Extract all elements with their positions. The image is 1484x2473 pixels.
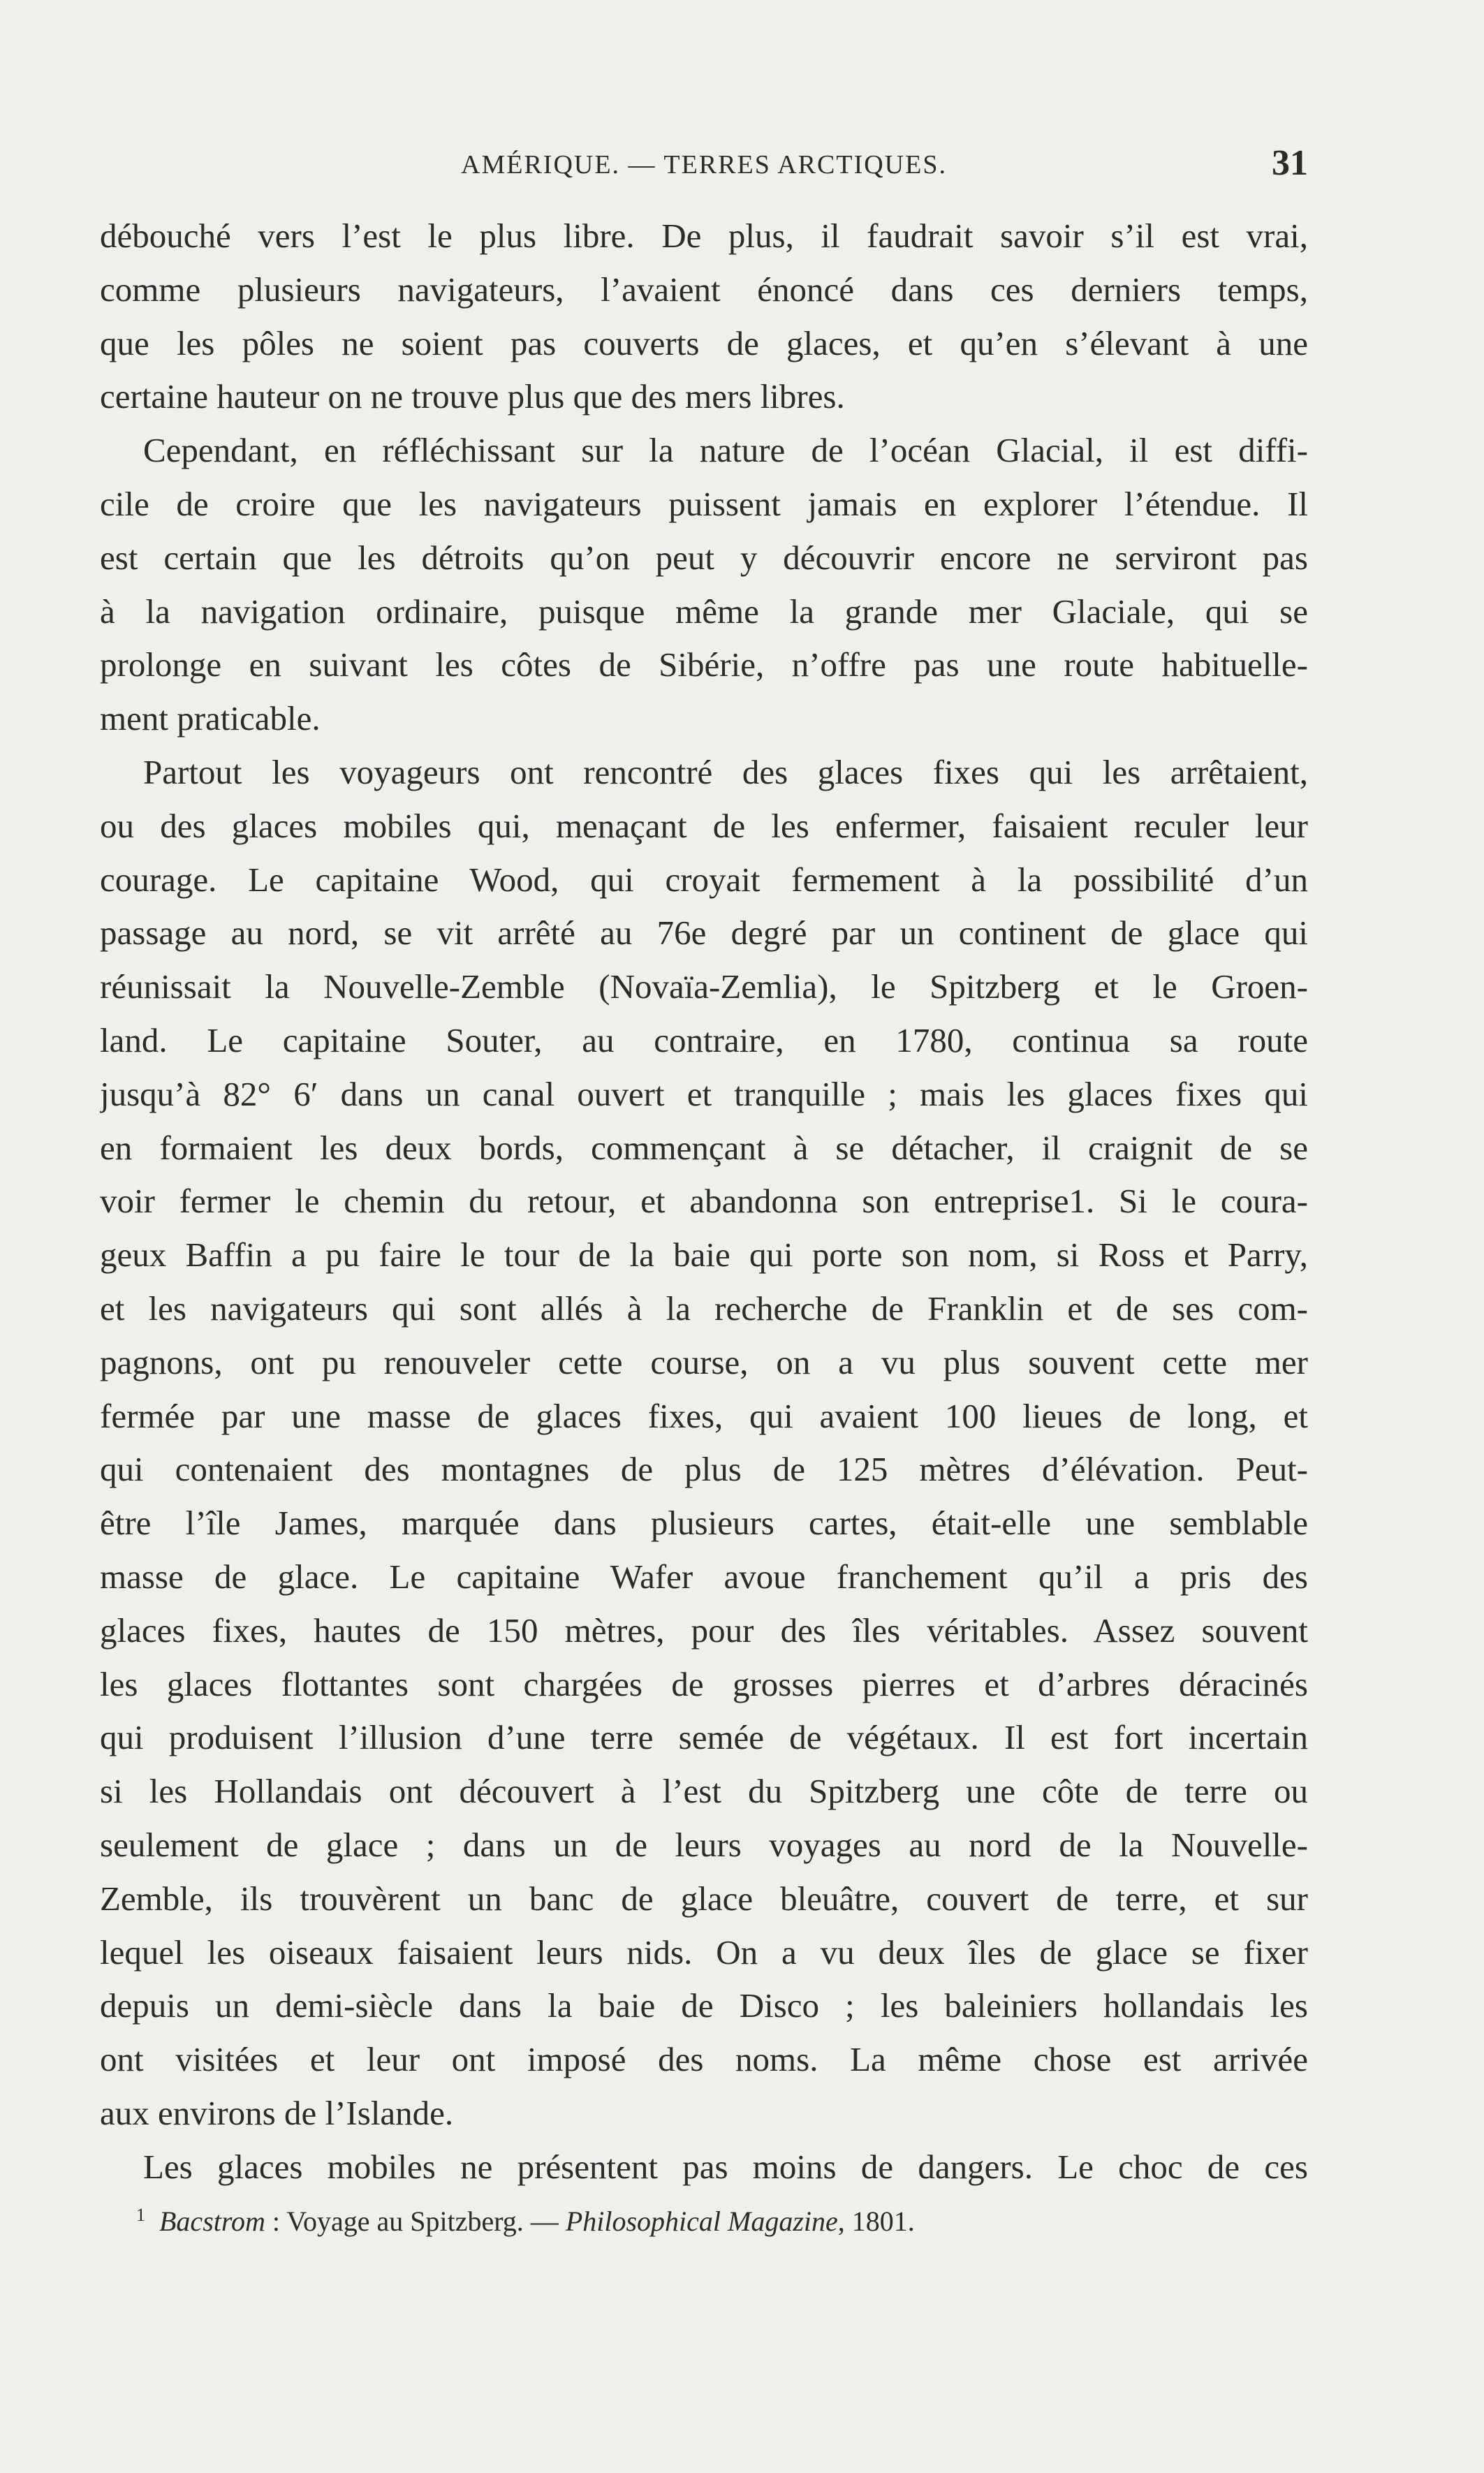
text-line: si les Hollandais ont découvert à l’est du Spitzberg une côte de terre ou bbox=[100, 1772, 1308, 1811]
text-line: Partout les voyageurs ont rencontré des glaces fixes qui les arrêtaient, bbox=[143, 752, 1308, 791]
text-line: prolonge en suivant les côtes de Sibérie, n’offre pas une route habituelle- bbox=[100, 645, 1308, 684]
text-line: land. Le capitaine Souter, au contraire, en 1780, continua sa route bbox=[100, 1020, 1308, 1059]
text-line: les glaces flottantes sont chargées de grosses pierres et d’arbres déracinés bbox=[100, 1664, 1308, 1703]
footnote-journal: Philosophical Magazine bbox=[565, 2206, 838, 2237]
text-line: depuis un demi-siècle dans la baie de Disco ; les baleiniers hollandais les bbox=[100, 1986, 1308, 2025]
text-line: geux Baffin a pu faire le tour de la baie qui porte son nom, si Ross et Parry, bbox=[100, 1235, 1308, 1275]
footnote bbox=[100, 2194, 1308, 2243]
footnote-author: Bacstrom bbox=[159, 2206, 265, 2237]
text-line: qui contenaient des montagnes de plus de 125 mètres d’élévation. Peut- bbox=[100, 1450, 1308, 1489]
running-head bbox=[100, 142, 1308, 191]
text-line: masse de glace. Le capitaine Wafer avoue franchement qu’il a pris des bbox=[100, 1557, 1308, 1596]
running-title: AMÉRIQUE. — TERRES ARCTIQUES. bbox=[461, 150, 947, 179]
text-line: ment praticable. bbox=[100, 699, 321, 738]
text-line: jusqu’à 82° 6′ dans un canal ouvert et tranquille ; mais les glaces fixes qui bbox=[100, 1074, 1308, 1113]
text-line: est certain que les détroits qu’on peut y découvrir encore ne serviront pas bbox=[100, 538, 1308, 577]
text-line: glaces fixes, hautes de 150 mètres, pour des îles véritables. Assez souvent bbox=[100, 1610, 1308, 1650]
text-line: pagnons, ont pu renouveler cette course, on a vu plus souvent cette mer bbox=[100, 1342, 1308, 1381]
text-line: voir fermer le chemin du retour, et abandonna son entreprise1. Si le coura- bbox=[100, 1182, 1308, 1221]
text-line: passage au nord, se vit arrêté au 76e degré par un continent de glace qui bbox=[100, 913, 1308, 953]
text-line: lequel les oiseaux faisaient leurs nids. On a vu deux îles de glace se fixer bbox=[100, 1932, 1308, 1972]
text-line: être l’île James, marquée dans plusieurs cartes, était-elle une semblable bbox=[100, 1504, 1308, 1543]
text-line: Zemble, ils trouvèrent un banc de glace bleuâtre, couvert de terre, et sur bbox=[100, 1879, 1308, 1918]
text-line: et les navigateurs qui sont allés à la recherche de Franklin et de ses com- bbox=[100, 1289, 1308, 1328]
footnote-marker: 1 bbox=[136, 2205, 145, 2225]
text-line: certaine hauteur on ne trouve plus que des mers libres. bbox=[100, 377, 845, 416]
text-line: comme plusieurs navigateurs, l’avaient énoncé dans ces derniers temps, bbox=[100, 270, 1308, 309]
text-line: en formaient les deux bords, commençant à se détacher, il craignit de se bbox=[100, 1128, 1308, 1167]
text-line: fermée par une masse de glaces fixes, qui avaient 100 lieues de long, et bbox=[100, 1396, 1308, 1435]
text-line: réunissait la Nouvelle-Zemble (Novaïa-Zemlia), le Spitzberg et le Groen- bbox=[100, 967, 1308, 1006]
text-line: courage. Le capitaine Wood, qui croyait fermement à la possibilité d’un bbox=[100, 860, 1308, 899]
body-text bbox=[100, 210, 1308, 2194]
text-line: Les glaces mobiles ne présentent pas moins de dangers. Le choc de ces bbox=[143, 2147, 1308, 2186]
page-number: 31 bbox=[1272, 143, 1308, 183]
text-line: débouché vers l’est le plus libre. De plus, il faudrait savoir s’il est vrai, bbox=[100, 217, 1308, 255]
text-line: que les pôles ne soient pas couverts de glaces, et qu’en s’élevant à une bbox=[100, 323, 1308, 362]
footnote-text: : Voyage au Spitzberg. — bbox=[265, 2206, 566, 2237]
text-line: ont visitées et leur ont imposé des noms. La même chose est arrivée bbox=[100, 2040, 1308, 2079]
text-line: Cependant, en réfléchissant sur la nature de l’océan Glacial, il est diffi- bbox=[143, 431, 1308, 470]
text-line: seulement de glace ; dans un de leurs voyages au nord de la Nouvelle- bbox=[100, 1825, 1308, 1864]
footnote-year: , 1801. bbox=[837, 2206, 915, 2237]
text-line: aux environs de l’Islande. bbox=[100, 2093, 454, 2132]
text-line: cile de croire que les navigateurs puissent jamais en explorer l’étendue. Il bbox=[100, 484, 1308, 523]
text-line: qui produisent l’illusion d’une terre semée de végétaux. Il est fort incertain bbox=[100, 1718, 1308, 1757]
text-line: à la navigation ordinaire, puisque même la grande mer Glaciale, qui se bbox=[100, 592, 1308, 631]
text-line: ou des glaces mobiles qui, menaçant de les enfermer, faisaient reculer leur bbox=[100, 806, 1308, 845]
